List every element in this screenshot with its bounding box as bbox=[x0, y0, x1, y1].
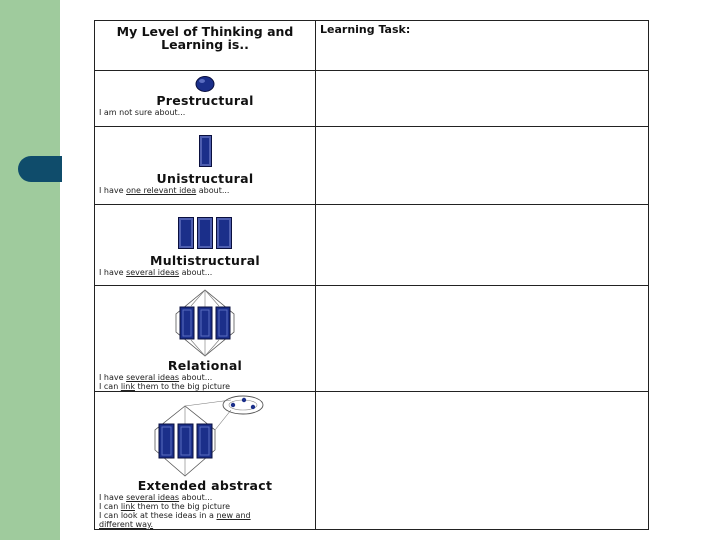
description-text: I have bbox=[99, 493, 127, 502]
level-cell-prestructural bbox=[95, 71, 316, 127]
task-answer-cell-prestructural[interactable] bbox=[316, 71, 649, 127]
description-text: I can bbox=[99, 502, 121, 511]
underlined-phrase: new and bbox=[216, 511, 251, 520]
description-line bbox=[99, 493, 315, 502]
level-description bbox=[95, 186, 315, 195]
description-line bbox=[99, 382, 315, 391]
description-text: them to the big picture bbox=[134, 382, 231, 391]
underlined-phrase: several ideas bbox=[126, 268, 180, 277]
underlined-phrase: one relevant idea bbox=[126, 186, 197, 195]
description-text: I can bbox=[99, 382, 121, 391]
description-text: I can look at these ideas in a bbox=[99, 511, 217, 520]
underlined-phrase: link bbox=[120, 502, 135, 511]
level-title: Prestructural bbox=[156, 93, 254, 108]
description-text: about... bbox=[179, 373, 213, 382]
underlined-phrase: several ideas bbox=[126, 373, 180, 382]
level-description bbox=[95, 268, 315, 277]
description-text: them to the big picture bbox=[134, 502, 231, 511]
linked-bars-icon bbox=[95, 288, 315, 358]
task-answer-cell-extended-abstract[interactable] bbox=[316, 392, 649, 530]
dot-icon bbox=[95, 75, 315, 93]
learning-task-header bbox=[316, 21, 649, 71]
slide-side-tab bbox=[18, 156, 62, 182]
underlined-phrase: several ideas bbox=[126, 493, 180, 502]
extended-bars-icon bbox=[95, 394, 315, 478]
description-line bbox=[99, 511, 315, 520]
learning-task-label: Learning Task: bbox=[320, 23, 411, 36]
slide-side-bar bbox=[0, 0, 60, 540]
description-text: about... bbox=[196, 186, 230, 195]
task-answer-cell-unistructural[interactable] bbox=[316, 127, 649, 205]
three-bars-icon bbox=[95, 217, 315, 249]
level-title: Relational bbox=[167, 358, 243, 373]
level-cell-extended-abstract bbox=[95, 392, 316, 530]
description-text: I have bbox=[99, 186, 127, 195]
underlined-phrase: link bbox=[120, 382, 135, 391]
description-text: about... bbox=[179, 493, 213, 502]
level-cell-unistructural bbox=[95, 127, 316, 205]
level-column-header bbox=[95, 21, 316, 71]
solo-taxonomy-worksheet bbox=[94, 20, 648, 529]
level-cell-multistructural bbox=[95, 205, 316, 286]
task-answer-cell-relational[interactable] bbox=[316, 286, 649, 392]
description-line bbox=[99, 520, 315, 529]
description-text: I have bbox=[99, 373, 127, 382]
level-title: Extended abstract bbox=[137, 478, 273, 493]
description-line bbox=[99, 502, 315, 511]
underlined-phrase: different way. bbox=[99, 520, 154, 529]
level-description bbox=[95, 108, 315, 117]
task-answer-cell-multistructural[interactable] bbox=[316, 205, 649, 286]
worksheet-table bbox=[94, 20, 649, 530]
description-line bbox=[99, 108, 315, 117]
description-text: about... bbox=[179, 268, 213, 277]
description-line bbox=[99, 373, 315, 382]
level-description bbox=[95, 493, 315, 529]
level-title: Multistructural bbox=[149, 253, 261, 268]
description-line bbox=[99, 268, 315, 277]
single-bar-icon bbox=[95, 135, 315, 167]
description-text: I am not sure about... bbox=[99, 108, 186, 117]
level-title: Unistructural bbox=[156, 171, 254, 186]
level-cell-relational bbox=[95, 286, 316, 392]
description-line bbox=[99, 186, 315, 195]
description-text: I have bbox=[99, 268, 127, 277]
level-description bbox=[95, 373, 315, 391]
level-heading: My Level of Thinking and Learning is.. bbox=[116, 24, 294, 52]
